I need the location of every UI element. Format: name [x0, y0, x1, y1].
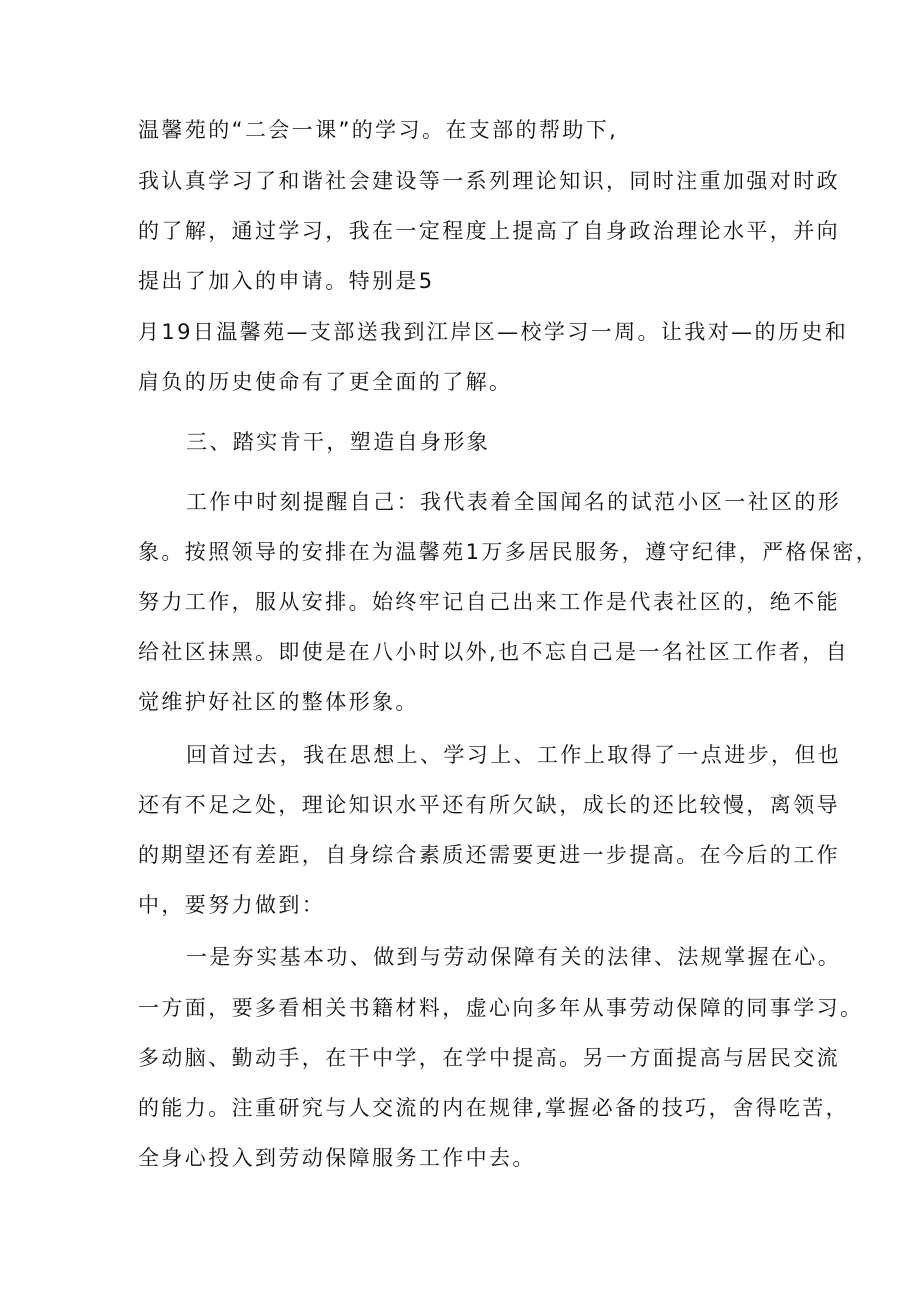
text-line: 的能力。注重研究与人交流的内在规律,掌握必备的技巧，舍得吃苦， [138, 1096, 850, 1120]
text-line: 我认真学习了和谐社会建设等一系列理论知识，同时注重加强对时政 [138, 169, 840, 193]
text-line: 回首过去，我在思想上、学习上、工作上取得了一点进步，但也 [186, 743, 842, 767]
text-line: 月19日温馨苑—支部送我到江岸区—校学习一周。让我对—的历史和 [138, 320, 849, 344]
section-heading: 三、踏实肯干，塑造自身形象 [186, 430, 491, 454]
text-line: 全身心投入到劳动保障服务工作中去。 [138, 1146, 536, 1170]
text-line: 的了解，通过学习，我在一定程度上提高了自身政治理论水平，并向 [138, 219, 840, 243]
text-line: 肩负的历史使命有了更全面的了解。 [138, 370, 513, 394]
text-line: 努力工作，服从安排。始终牢记自己出来工作是代表社区的，绝不能 [138, 590, 840, 614]
text-line: 中，要努力做到： [138, 893, 326, 917]
text-line: 一是夯实基本功、做到与劳动保障有关的法律、法规掌握在心。 [186, 945, 842, 969]
text-line: 工作中时刻提醒自己：我代表着全国闻名的试范小区一社区的形 [186, 490, 842, 514]
text-line: 一方面，要多看相关书籍材料，虚心向多年从事劳动保障的同事学习。 [138, 996, 864, 1020]
text-line: 温馨苑的“二会一课”的学习。在支部的帮助下, [138, 118, 619, 142]
text-line: 的期望还有差距，自身综合素质还需要更进一步提高。在今后的工作 [138, 843, 840, 867]
text-line: 给社区抹黑。即使是在八小时以外,也不忘自己是一名社区工作者，自 [138, 640, 850, 664]
text-line: 觉维护好社区的整体形象。 [138, 690, 419, 714]
text-line: 多动脑、勤动手，在干中学，在学中提高。另一方面提高与居民交流 [138, 1046, 840, 1070]
text-line: 还有不足之处，理论知识水平还有所欠缺，成长的还比较慢，离领导 [138, 793, 840, 817]
text-line: 象。按照领导的安排在为温馨苑1万多居民服务，遵守纪律，严格保密， [138, 540, 880, 564]
text-line: 提出了加入的申请。特别是5 [138, 269, 435, 293]
